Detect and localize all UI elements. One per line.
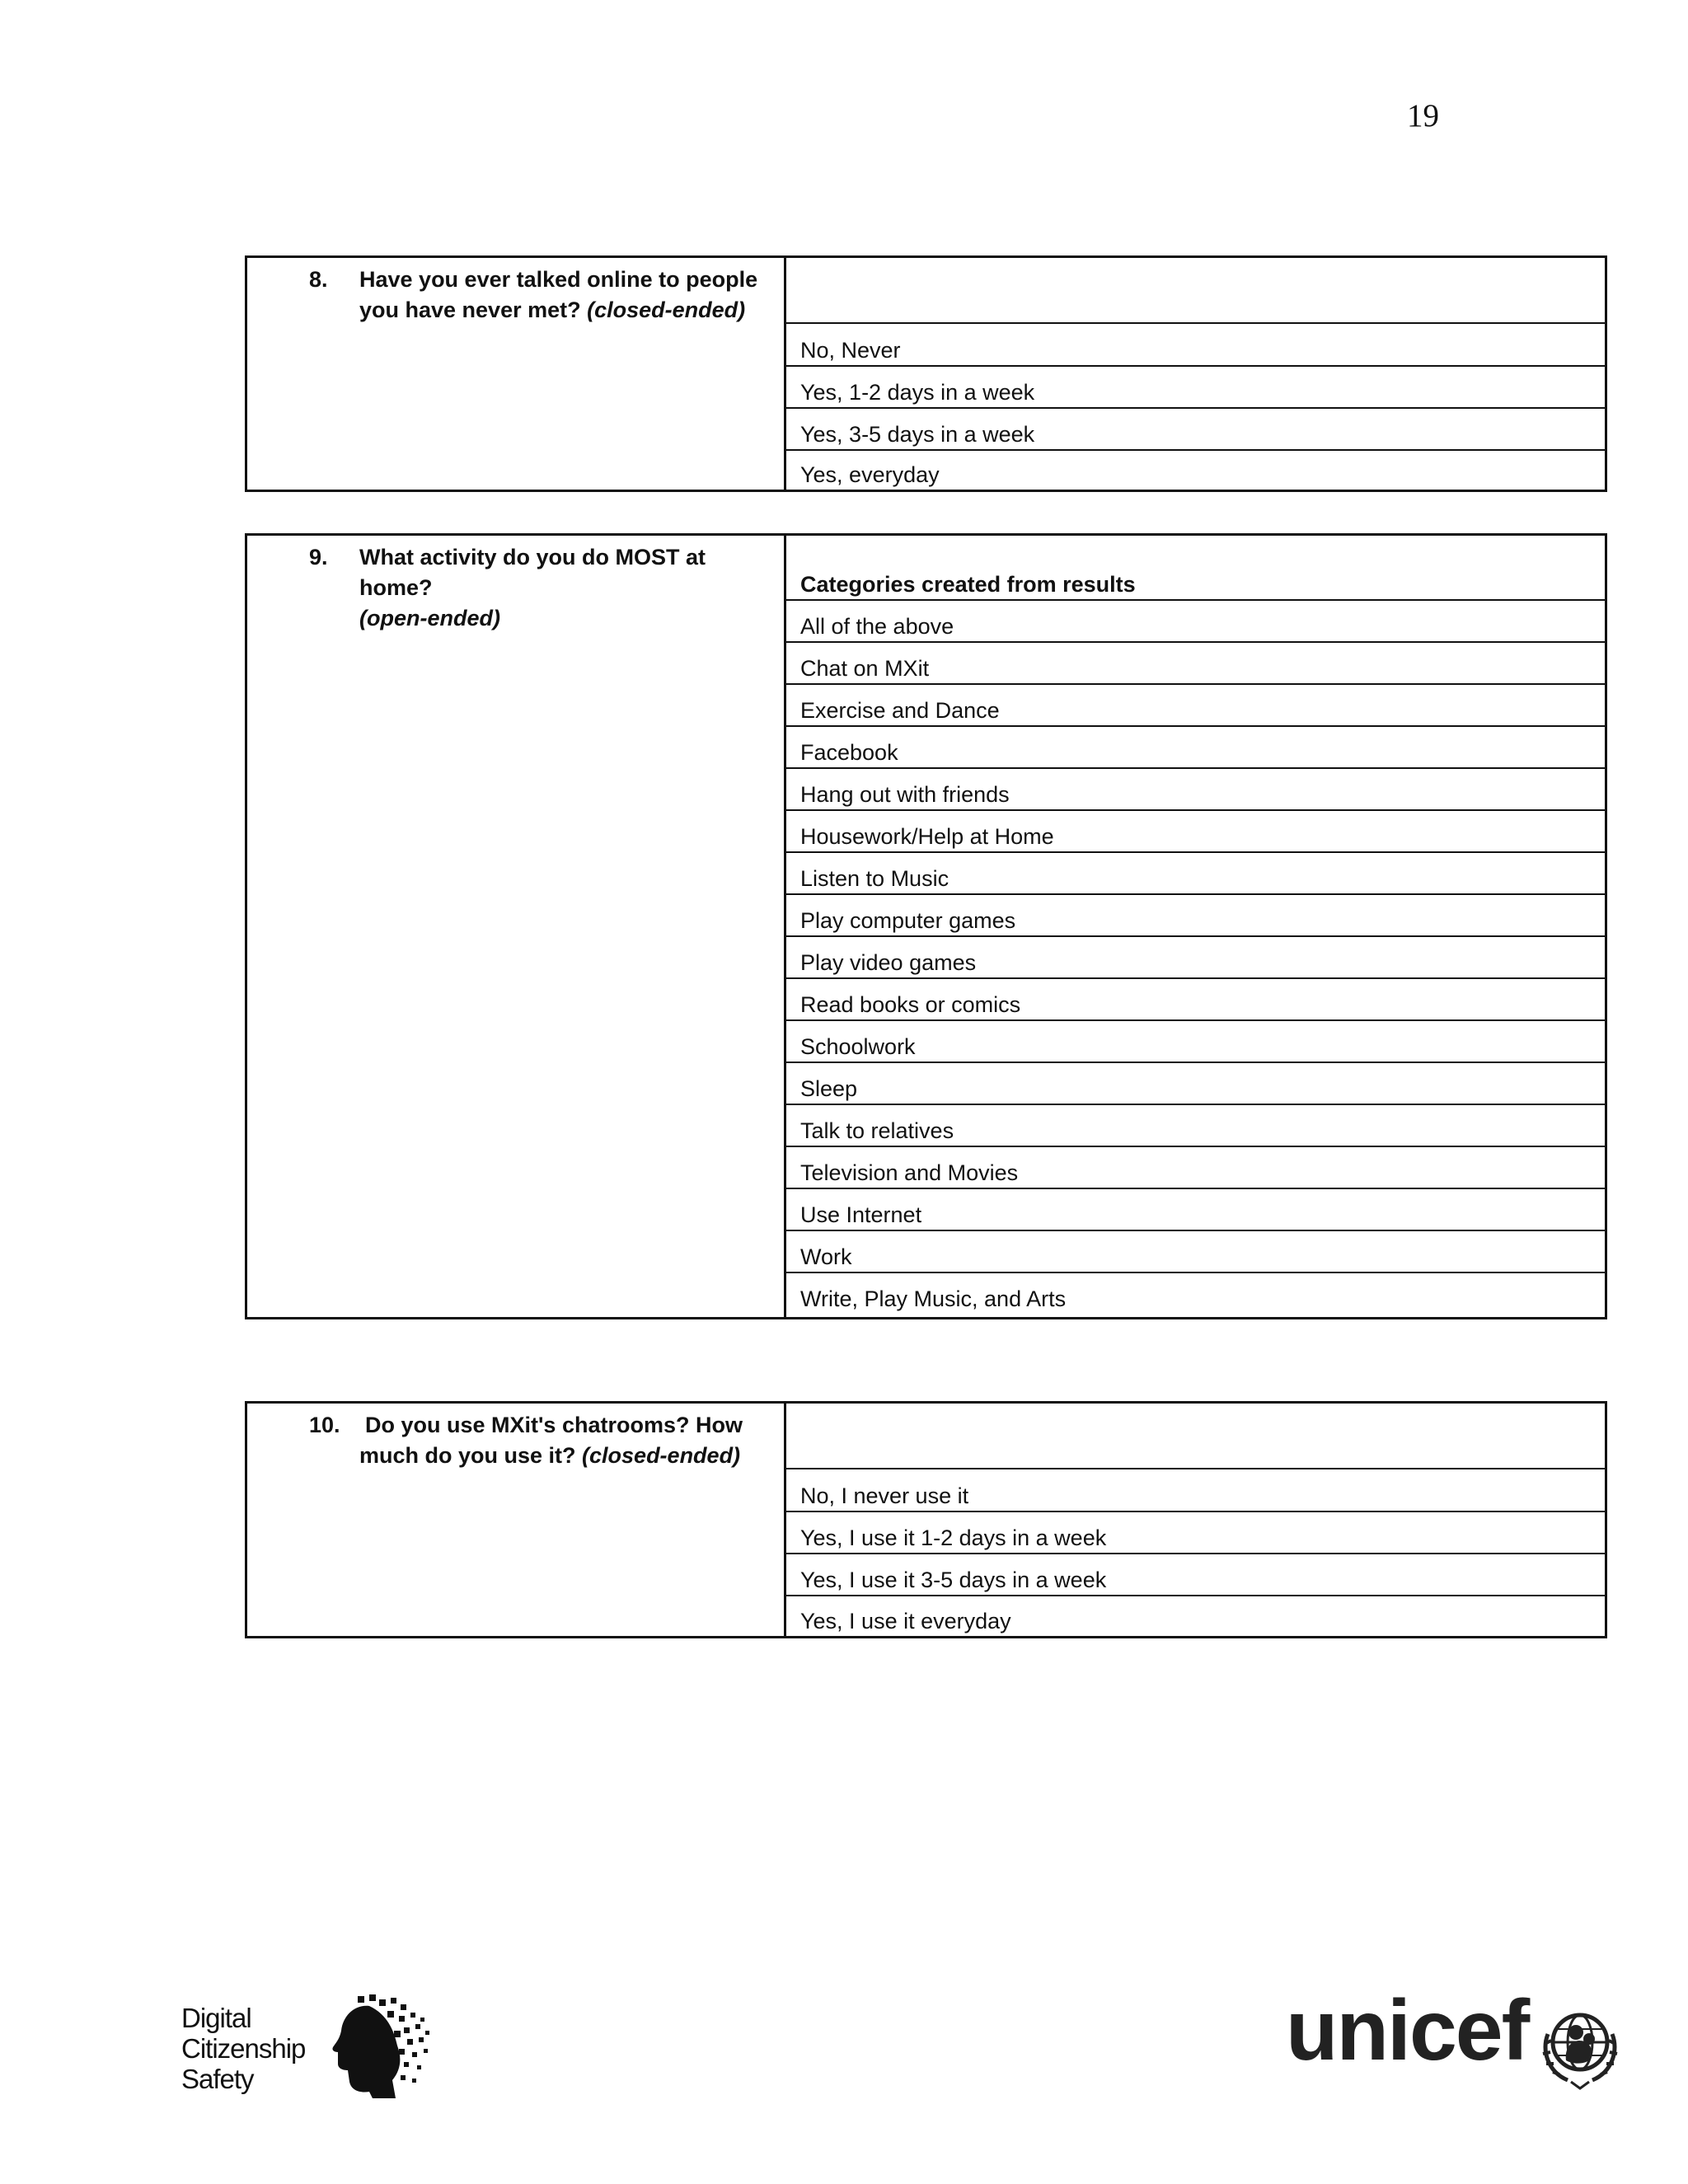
head-pixel-icon	[321, 1994, 437, 2102]
unicef-logo	[1286, 1983, 1632, 2102]
answer-row: Talk to relatives	[786, 1104, 1605, 1146]
answer-row: No, I never use it	[786, 1468, 1605, 1511]
answer-row: Yes, 1-2 days in a week	[786, 365, 1605, 407]
logo-line: Citizenship	[181, 2033, 306, 2064]
answer-row: Television and Movies	[786, 1146, 1605, 1188]
question-cell	[247, 1404, 786, 1636]
answer-row: Write, Play Music, and Arts	[786, 1272, 1605, 1314]
unicef-wordmark: unicef	[1286, 1983, 1529, 2079]
question-text-block	[359, 265, 776, 326]
question-text-block	[359, 542, 776, 634]
answer-row: Schoolwork	[786, 1019, 1605, 1062]
answer-row: Chat on MXit	[786, 641, 1605, 683]
answer-row: Play computer games	[786, 893, 1605, 935]
answer-row: Use Internet	[786, 1188, 1605, 1230]
answer-column	[786, 536, 1605, 1317]
page-number: 19	[1407, 98, 1439, 134]
answer-column	[786, 258, 1605, 490]
answer-row: Read books or comics	[786, 977, 1605, 1019]
answer-row: Work	[786, 1230, 1605, 1272]
question-text: What activity do you do MOST at home?	[359, 545, 706, 600]
answer-row: No, Never	[786, 322, 1605, 365]
question-text: Do you use MXit's chatrooms? How much do you use it?	[359, 1413, 743, 1468]
answer-header	[786, 258, 1605, 322]
answer-row: Yes, I use it 1-2 days in a week	[786, 1511, 1605, 1553]
unicef-emblem-icon	[1535, 2001, 1625, 2092]
question-number: 9.	[309, 545, 328, 569]
answer-row: Listen to Music	[786, 851, 1605, 893]
question-text-block	[359, 1410, 776, 1471]
question-type: (closed-ended)	[582, 1443, 741, 1468]
answer-row: Sleep	[786, 1062, 1605, 1104]
question-table-10	[245, 1401, 1607, 1638]
answer-column	[786, 1404, 1605, 1636]
logo-line: Digital	[181, 2003, 251, 2033]
logo-line: Safety	[181, 2064, 254, 2094]
question-type: (open-ended)	[359, 606, 500, 630]
answer-row: Yes, 3-5 days in a week	[786, 407, 1605, 449]
answer-row: Play video games	[786, 935, 1605, 977]
question-table-9	[245, 533, 1607, 1319]
question-number: 8.	[309, 267, 328, 292]
answer-row: All of the above	[786, 599, 1605, 641]
question-cell	[247, 536, 786, 1317]
question-table-8	[245, 255, 1607, 492]
question-type: (closed-ended)	[587, 298, 746, 322]
logo-text	[181, 2003, 305, 2094]
digital-citizenship-safety-logo	[181, 1994, 429, 2106]
answer-row: Housework/Help at Home	[786, 809, 1605, 851]
question-number: 10.	[309, 1413, 340, 1437]
answer-row: Yes, I use it everyday	[786, 1595, 1605, 1636]
answer-row: Exercise and Dance	[786, 683, 1605, 725]
answer-row: Yes, I use it 3-5 days in a week	[786, 1553, 1605, 1595]
answer-header: Categories created from results	[800, 572, 1136, 597]
answer-header	[786, 1404, 1605, 1468]
answer-row: Facebook	[786, 725, 1605, 767]
question-text: Have you ever talked online to people you have never met?	[359, 267, 758, 322]
question-cell	[247, 258, 786, 490]
answer-row: Yes, everyday	[786, 449, 1605, 490]
answer-row: Hang out with friends	[786, 767, 1605, 809]
